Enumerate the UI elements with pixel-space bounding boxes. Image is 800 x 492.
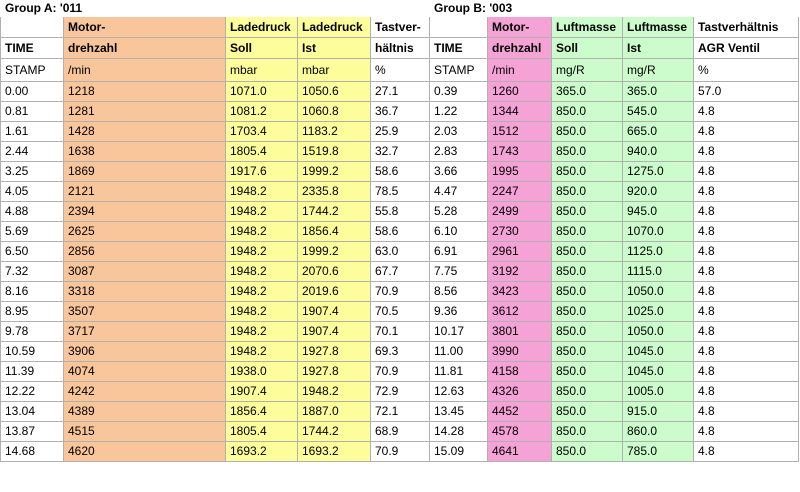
header1-time-b	[430, 17, 488, 38]
cell-motor-drehzahl-a: 3906	[64, 342, 226, 362]
cell-ladedruck-soll: 1805.4	[226, 422, 298, 442]
header1-tastverhaeltnis: Tastver-	[371, 17, 430, 38]
header2-luftmasse-soll: Soll	[552, 38, 623, 59]
cell-time-b: 14.28	[430, 422, 488, 442]
cell-ladedruck-ist: 1050.6	[298, 82, 371, 102]
cell-motor-drehzahl-b: 4578	[488, 422, 552, 442]
cell-time-a: 8.95	[1, 302, 64, 322]
header1-motor-drehzahl-a: Motor-	[64, 17, 226, 38]
cell-motor-drehzahl-b: 1344	[488, 102, 552, 122]
cell-time-a: 9.78	[1, 322, 64, 342]
cell-time-b: 11.00	[430, 342, 488, 362]
cell-motor-drehzahl-a: 4620	[64, 442, 226, 462]
cell-tastverhaeltnis: 69.3	[371, 342, 430, 362]
cell-motor-drehzahl-a: 2856	[64, 242, 226, 262]
cell-tastverhaeltnis-agr: 4.8	[694, 102, 799, 122]
cell-ladedruck-soll: 1948.2	[226, 202, 298, 222]
header2-motor-drehzahl-b: drehzahl	[488, 38, 552, 59]
cell-tastverhaeltnis-agr: 4.8	[694, 402, 799, 422]
cell-time-a: 7.32	[1, 262, 64, 282]
cell-luftmasse-ist: 1115.0	[623, 262, 694, 282]
cell-time-b: 8.56	[430, 282, 488, 302]
cell-motor-drehzahl-b: 3192	[488, 262, 552, 282]
cell-luftmasse-soll: 850.0	[552, 442, 623, 462]
cell-ladedruck-ist: 2335.8	[298, 182, 371, 202]
cell-motor-drehzahl-b: 4452	[488, 402, 552, 422]
cell-motor-drehzahl-b: 1995	[488, 162, 552, 182]
unit-tastverhaeltnis-agr: %	[694, 59, 799, 82]
unit-row	[1, 59, 799, 82]
header2-motor-drehzahl-a: drehzahl	[64, 38, 226, 59]
cell-time-a: 13.04	[1, 402, 64, 422]
cell-ladedruck-ist: 1927.8	[298, 342, 371, 362]
cell-ladedruck-soll: 1948.2	[226, 242, 298, 262]
cell-motor-drehzahl-a: 4074	[64, 362, 226, 382]
cell-tastverhaeltnis: 70.9	[371, 442, 430, 462]
unit-time-b: STAMP	[430, 59, 488, 82]
cell-motor-drehzahl-b: 2961	[488, 242, 552, 262]
cell-luftmasse-ist: 940.0	[623, 142, 694, 162]
cell-motor-drehzahl-b: 4641	[488, 442, 552, 462]
cell-tastverhaeltnis: 27.1	[371, 82, 430, 102]
cell-ladedruck-ist: 1856.4	[298, 222, 371, 242]
cell-ladedruck-ist: 1907.4	[298, 322, 371, 342]
cell-luftmasse-soll: 850.0	[552, 342, 623, 362]
table-row	[1, 182, 799, 202]
cell-motor-drehzahl-a: 4515	[64, 422, 226, 442]
cell-tastverhaeltnis-agr: 4.8	[694, 202, 799, 222]
cell-luftmasse-soll: 850.0	[552, 422, 623, 442]
cell-time-a: 13.87	[1, 422, 64, 442]
header-row-1	[1, 17, 799, 38]
header2-tastverhaeltnis-agr: AGR Ventil	[694, 38, 799, 59]
cell-ladedruck-soll: 1948.2	[226, 302, 298, 322]
cell-motor-drehzahl-a: 2121	[64, 182, 226, 202]
cell-time-b: 15.09	[430, 442, 488, 462]
cell-time-b: 3.66	[430, 162, 488, 182]
cell-tastverhaeltnis-agr: 4.8	[694, 362, 799, 382]
cell-luftmasse-ist: 1275.0	[623, 162, 694, 182]
cell-motor-drehzahl-b: 3801	[488, 322, 552, 342]
table-row	[1, 282, 799, 302]
cell-luftmasse-ist: 1050.0	[623, 322, 694, 342]
cell-tastverhaeltnis: 63.0	[371, 242, 430, 262]
header1-luftmasse-ist: Luftmasse	[623, 17, 694, 38]
header1-ladedruck-ist: Ladedruck	[298, 17, 371, 38]
cell-luftmasse-ist: 665.0	[623, 122, 694, 142]
header2-tastverhaeltnis: hältnis	[371, 38, 430, 59]
cell-time-b: 4.47	[430, 182, 488, 202]
cell-time-a: 14.68	[1, 442, 64, 462]
cell-time-b: 10.17	[430, 322, 488, 342]
header-row-2	[1, 38, 799, 59]
cell-motor-drehzahl-a: 1281	[64, 102, 226, 122]
cell-luftmasse-soll: 850.0	[552, 302, 623, 322]
cell-tastverhaeltnis: 55.8	[371, 202, 430, 222]
cell-time-b: 13.45	[430, 402, 488, 422]
cell-time-a: 2.44	[1, 142, 64, 162]
cell-luftmasse-soll: 850.0	[552, 282, 623, 302]
cell-tastverhaeltnis: 68.9	[371, 422, 430, 442]
cell-time-b: 11.81	[430, 362, 488, 382]
cell-time-a: 12.22	[1, 382, 64, 402]
header1-tastverhaeltnis-agr: Tastverhältnis	[694, 17, 799, 38]
cell-motor-drehzahl-b: 1260	[488, 82, 552, 102]
cell-motor-drehzahl-b: 3612	[488, 302, 552, 322]
cell-tastverhaeltnis-agr: 4.8	[694, 122, 799, 142]
cell-motor-drehzahl-b: 4158	[488, 362, 552, 382]
cell-luftmasse-soll: 850.0	[552, 242, 623, 262]
cell-tastverhaeltnis-agr: 4.8	[694, 342, 799, 362]
cell-ladedruck-ist: 1907.4	[298, 302, 371, 322]
cell-time-b: 9.36	[430, 302, 488, 322]
cell-ladedruck-ist: 1060.8	[298, 102, 371, 122]
group-a-label: Group A: '011	[1, 1, 430, 17]
group-b-label: Group B: '003	[430, 1, 799, 17]
table-row	[1, 342, 799, 362]
cell-luftmasse-soll: 850.0	[552, 402, 623, 422]
cell-ladedruck-soll: 1907.4	[226, 382, 298, 402]
cell-motor-drehzahl-a: 3507	[64, 302, 226, 322]
cell-time-a: 10.59	[1, 342, 64, 362]
cell-tastverhaeltnis: 72.9	[371, 382, 430, 402]
cell-luftmasse-ist: 915.0	[623, 402, 694, 422]
cell-ladedruck-soll: 1948.2	[226, 322, 298, 342]
cell-ladedruck-soll: 1856.4	[226, 402, 298, 422]
cell-time-b: 12.63	[430, 382, 488, 402]
cell-time-b: 2.03	[430, 122, 488, 142]
cell-time-a: 4.05	[1, 182, 64, 202]
cell-tastverhaeltnis: 67.7	[371, 262, 430, 282]
cell-time-a: 5.69	[1, 222, 64, 242]
cell-time-b: 7.75	[430, 262, 488, 282]
cell-ladedruck-soll: 1948.2	[226, 222, 298, 242]
cell-luftmasse-ist: 1045.0	[623, 362, 694, 382]
cell-time-a: 0.00	[1, 82, 64, 102]
cell-motor-drehzahl-b: 3990	[488, 342, 552, 362]
cell-luftmasse-ist: 1070.0	[623, 222, 694, 242]
cell-tastverhaeltnis: 58.6	[371, 222, 430, 242]
cell-motor-drehzahl-a: 1869	[64, 162, 226, 182]
cell-motor-drehzahl-b: 2247	[488, 182, 552, 202]
cell-luftmasse-soll: 850.0	[552, 362, 623, 382]
table-row	[1, 222, 799, 242]
cell-luftmasse-ist: 1125.0	[623, 242, 694, 262]
cell-motor-drehzahl-a: 2394	[64, 202, 226, 222]
cell-time-b: 2.83	[430, 142, 488, 162]
cell-time-a: 3.25	[1, 162, 64, 182]
cell-tastverhaeltnis: 78.5	[371, 182, 430, 202]
cell-ladedruck-soll: 1693.2	[226, 442, 298, 462]
cell-tastverhaeltnis-agr: 57.0	[694, 82, 799, 102]
cell-ladedruck-soll: 1703.4	[226, 122, 298, 142]
table-row	[1, 382, 799, 402]
unit-ladedruck-ist: mbar	[298, 59, 371, 82]
cell-luftmasse-ist: 920.0	[623, 182, 694, 202]
cell-tastverhaeltnis: 36.7	[371, 102, 430, 122]
table-row	[1, 202, 799, 222]
cell-ladedruck-ist: 2019.6	[298, 282, 371, 302]
cell-motor-drehzahl-a: 4242	[64, 382, 226, 402]
header2-time-b: TIME	[430, 38, 488, 59]
table-row	[1, 82, 799, 102]
table-row	[1, 162, 799, 182]
cell-motor-drehzahl-a: 3318	[64, 282, 226, 302]
cell-time-a: 8.16	[1, 282, 64, 302]
cell-luftmasse-ist: 1025.0	[623, 302, 694, 322]
cell-luftmasse-soll: 850.0	[552, 382, 623, 402]
cell-motor-drehzahl-a: 1218	[64, 82, 226, 102]
cell-time-b: 6.10	[430, 222, 488, 242]
cell-time-a: 11.39	[1, 362, 64, 382]
unit-motor-drehzahl-b: /min	[488, 59, 552, 82]
cell-motor-drehzahl-a: 2625	[64, 222, 226, 242]
cell-motor-drehzahl-b: 2730	[488, 222, 552, 242]
cell-ladedruck-ist: 1744.2	[298, 422, 371, 442]
cell-luftmasse-soll: 850.0	[552, 262, 623, 282]
cell-ladedruck-soll: 1948.2	[226, 282, 298, 302]
cell-luftmasse-soll: 850.0	[552, 222, 623, 242]
table-row	[1, 102, 799, 122]
table-row	[1, 302, 799, 322]
cell-tastverhaeltnis: 58.6	[371, 162, 430, 182]
table-row	[1, 122, 799, 142]
cell-motor-drehzahl-a: 1638	[64, 142, 226, 162]
header1-luftmasse-soll: Luftmasse	[552, 17, 623, 38]
cell-tastverhaeltnis-agr: 4.8	[694, 182, 799, 202]
table-row	[1, 262, 799, 282]
cell-tastverhaeltnis-agr: 4.8	[694, 262, 799, 282]
unit-luftmasse-ist: mg/R	[623, 59, 694, 82]
table-row	[1, 322, 799, 342]
table-row	[1, 362, 799, 382]
cell-ladedruck-ist: 1519.8	[298, 142, 371, 162]
cell-motor-drehzahl-b: 3423	[488, 282, 552, 302]
cell-luftmasse-ist: 860.0	[623, 422, 694, 442]
cell-ladedruck-soll: 1081.2	[226, 102, 298, 122]
cell-time-a: 0.81	[1, 102, 64, 122]
cell-luftmasse-ist: 945.0	[623, 202, 694, 222]
cell-ladedruck-soll: 1948.2	[226, 262, 298, 282]
cell-luftmasse-soll: 850.0	[552, 162, 623, 182]
cell-tastverhaeltnis-agr: 4.8	[694, 442, 799, 462]
cell-motor-drehzahl-a: 1428	[64, 122, 226, 142]
cell-ladedruck-ist: 1693.2	[298, 442, 371, 462]
cell-motor-drehzahl-b: 1743	[488, 142, 552, 162]
cell-ladedruck-ist: 1927.8	[298, 362, 371, 382]
cell-tastverhaeltnis: 32.7	[371, 142, 430, 162]
cell-luftmasse-ist: 1050.0	[623, 282, 694, 302]
table-row	[1, 242, 799, 262]
header2-time-a: TIME	[1, 38, 64, 59]
cell-motor-drehzahl-b: 1512	[488, 122, 552, 142]
cell-time-b: 5.28	[430, 202, 488, 222]
cell-luftmasse-soll: 850.0	[552, 122, 623, 142]
header1-time-a	[1, 17, 64, 38]
cell-time-b: 0.39	[430, 82, 488, 102]
cell-tastverhaeltnis-agr: 4.8	[694, 162, 799, 182]
cell-ladedruck-ist: 1948.2	[298, 382, 371, 402]
cell-luftmasse-ist: 365.0	[623, 82, 694, 102]
cell-motor-drehzahl-b: 2499	[488, 202, 552, 222]
cell-tastverhaeltnis: 25.9	[371, 122, 430, 142]
unit-time-a: STAMP	[1, 59, 64, 82]
group-title-row	[1, 1, 799, 17]
cell-time-a: 1.61	[1, 122, 64, 142]
cell-tastverhaeltnis: 70.5	[371, 302, 430, 322]
cell-motor-drehzahl-a: 3087	[64, 262, 226, 282]
cell-ladedruck-soll: 1948.2	[226, 182, 298, 202]
cell-tastverhaeltnis-agr: 4.8	[694, 222, 799, 242]
cell-luftmasse-ist: 1005.0	[623, 382, 694, 402]
cell-tastverhaeltnis-agr: 4.8	[694, 242, 799, 262]
cell-tastverhaeltnis: 70.9	[371, 362, 430, 382]
cell-ladedruck-ist: 1999.2	[298, 242, 371, 262]
cell-motor-drehzahl-b: 4326	[488, 382, 552, 402]
cell-time-b: 1.22	[430, 102, 488, 122]
cell-tastverhaeltnis-agr: 4.8	[694, 322, 799, 342]
cell-ladedruck-ist: 1887.0	[298, 402, 371, 422]
cell-luftmasse-soll: 365.0	[552, 82, 623, 102]
cell-time-b: 6.91	[430, 242, 488, 262]
header2-luftmasse-ist: Ist	[623, 38, 694, 59]
cell-luftmasse-soll: 850.0	[552, 182, 623, 202]
cell-tastverhaeltnis: 70.1	[371, 322, 430, 342]
header1-motor-drehzahl-b: Motor-	[488, 17, 552, 38]
unit-ladedruck-soll: mbar	[226, 59, 298, 82]
cell-tastverhaeltnis-agr: 4.8	[694, 282, 799, 302]
unit-tastverhaeltnis: %	[371, 59, 430, 82]
cell-luftmasse-soll: 850.0	[552, 102, 623, 122]
cell-luftmasse-ist: 545.0	[623, 102, 694, 122]
cell-ladedruck-ist: 1183.2	[298, 122, 371, 142]
cell-ladedruck-soll: 1917.6	[226, 162, 298, 182]
cell-ladedruck-ist: 1744.2	[298, 202, 371, 222]
cell-tastverhaeltnis: 70.9	[371, 282, 430, 302]
header2-ladedruck-soll: Soll	[226, 38, 298, 59]
cell-ladedruck-soll: 1948.2	[226, 342, 298, 362]
cell-ladedruck-ist: 1999.2	[298, 162, 371, 182]
cell-tastverhaeltnis-agr: 4.8	[694, 302, 799, 322]
cell-time-a: 4.88	[1, 202, 64, 222]
cell-ladedruck-soll: 1071.0	[226, 82, 298, 102]
cell-ladedruck-soll: 1805.4	[226, 142, 298, 162]
table-row	[1, 142, 799, 162]
header2-ladedruck-ist: Ist	[298, 38, 371, 59]
table-row	[1, 402, 799, 422]
table-row	[1, 442, 799, 462]
cell-motor-drehzahl-a: 3717	[64, 322, 226, 342]
cell-ladedruck-ist: 2070.6	[298, 262, 371, 282]
cell-luftmasse-ist: 1045.0	[623, 342, 694, 362]
cell-luftmasse-ist: 785.0	[623, 442, 694, 462]
unit-luftmasse-soll: mg/R	[552, 59, 623, 82]
cell-luftmasse-soll: 850.0	[552, 322, 623, 342]
cell-tastverhaeltnis: 72.1	[371, 402, 430, 422]
cell-ladedruck-soll: 1938.0	[226, 362, 298, 382]
cell-motor-drehzahl-a: 4389	[64, 402, 226, 422]
cell-tastverhaeltnis-agr: 4.8	[694, 142, 799, 162]
table-row	[1, 422, 799, 442]
unit-motor-drehzahl-a: /min	[64, 59, 226, 82]
cell-luftmasse-soll: 850.0	[552, 202, 623, 222]
cell-time-a: 6.50	[1, 242, 64, 262]
cell-tastverhaeltnis-agr: 4.8	[694, 382, 799, 402]
header1-ladedruck-soll: Ladedruck	[226, 17, 298, 38]
cell-luftmasse-soll: 850.0	[552, 142, 623, 162]
cell-tastverhaeltnis-agr: 4.8	[694, 422, 799, 442]
